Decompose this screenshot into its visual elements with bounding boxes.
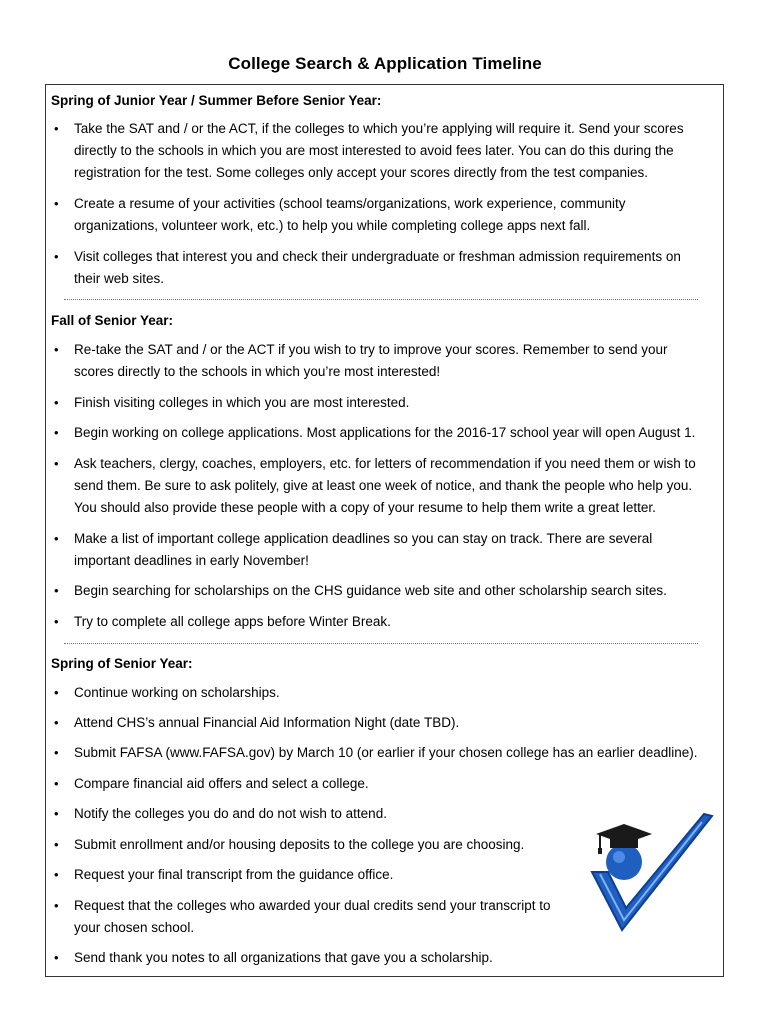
bullet: • (54, 837, 59, 852)
list-item-text: scores directly to the schools in which you’re most interested! (74, 364, 441, 379)
list-item-text: your chosen school. (74, 920, 195, 935)
list-item-text: Notify the colleges you do and do not wish to attend. (74, 806, 387, 821)
list-item-text: Send thank you notes to all organizations that gave you a scholarship. (74, 950, 493, 965)
list-item-text: registration for the test. Some colleges only accept your scores directly from the test companies. (74, 165, 649, 180)
list-item-text: Continue working on scholarships. (74, 685, 280, 700)
list-item-text: Submit FAFSA (www.FAFSA.gov) by March 10 (or earlier if your chosen college has an earlier deadline). (74, 745, 698, 760)
list-item-text: Request that the colleges who awarded your dual credits send your transcript to (74, 898, 551, 913)
bullet: • (54, 531, 59, 546)
list-item-text: Finish visiting colleges in which you are most interested. (74, 395, 410, 410)
list-item-text: their web sites. (74, 271, 165, 286)
bullet: • (54, 715, 59, 730)
list-item-text: Try to complete all college apps before Winter Break. (74, 614, 391, 629)
section-divider (64, 299, 698, 300)
list-item-text: Visit colleges that interest you and check their undergraduate or freshman admission requirements on (74, 249, 681, 264)
bullet: • (54, 583, 59, 598)
bullet: • (54, 685, 59, 700)
bullet: • (54, 950, 59, 965)
list-item-text: Make a list of important college application deadlines so you can stay on track. There are several (74, 531, 653, 546)
list-item-text: Compare financial aid offers and select a college. (74, 776, 369, 791)
page-title: College Search & Application Timeline (228, 54, 542, 73)
section-divider (64, 643, 698, 644)
list-item-text: Begin working on college applications. Most applications for the 2016-17 school year will open August 1. (74, 425, 696, 440)
bullet: • (54, 614, 59, 629)
list-item-text: directly to the schools in which you are most interested to avoid fees later. You can do this during the (74, 143, 674, 158)
bullet: • (54, 425, 59, 440)
list-item-text: Take the SAT and / or the ACT, if the colleges to which you’re applying will require it. Send your scores (74, 121, 684, 136)
list-item-text: Attend CHS’s annual Financial Aid Information Night (date TBD). (74, 715, 460, 730)
graduate-checkmark-icon (586, 812, 716, 942)
bullet: • (54, 867, 59, 882)
list-item-text: Re-take the SAT and / or the ACT if you wish to try to improve your scores. Remember to send your (74, 342, 668, 357)
bullet: • (54, 776, 59, 791)
section-heading-spring-senior: Spring of Senior Year: (51, 656, 193, 671)
section-heading-junior: Spring of Junior Year / Summer Before Senior Year: (51, 93, 382, 108)
list-item-text: Begin searching for scholarships on the CHS guidance web site and other scholarship search sites. (74, 583, 667, 598)
bullet: • (54, 196, 59, 211)
section-heading-fall: Fall of Senior Year: (51, 313, 174, 328)
list-item-text: Create a resume of your activities (school teams/organizations, work experience, community (74, 196, 626, 211)
bullet: • (54, 121, 59, 136)
list-item-text: organizations, volunteer work, etc.) to help you while completing college apps next fall. (74, 218, 591, 233)
bullet: • (54, 456, 59, 471)
list-item-text: Submit enrollment and/or housing deposits to the college you are choosing. (74, 837, 525, 852)
list-item-text: You should also provide these people with a copy of your resume to help them write a great letter. (74, 500, 656, 515)
bullet: • (54, 395, 59, 410)
list-item-text: Ask teachers, clergy, coaches, employers, etc. for letters of recommendation if you need them or wish to (74, 456, 696, 471)
list-item-text: important deadlines in early November! (74, 553, 309, 568)
bullet: • (54, 745, 59, 760)
list-item-text: Request your final transcript from the guidance office. (74, 867, 394, 882)
list-item-text: send them. Be sure to ask politely, give at least one week of notice, and thank the people who help you. (74, 478, 693, 493)
bullet: • (54, 898, 59, 913)
bullet: • (54, 249, 59, 264)
bullet: • (54, 342, 59, 357)
bullet: • (54, 806, 59, 821)
